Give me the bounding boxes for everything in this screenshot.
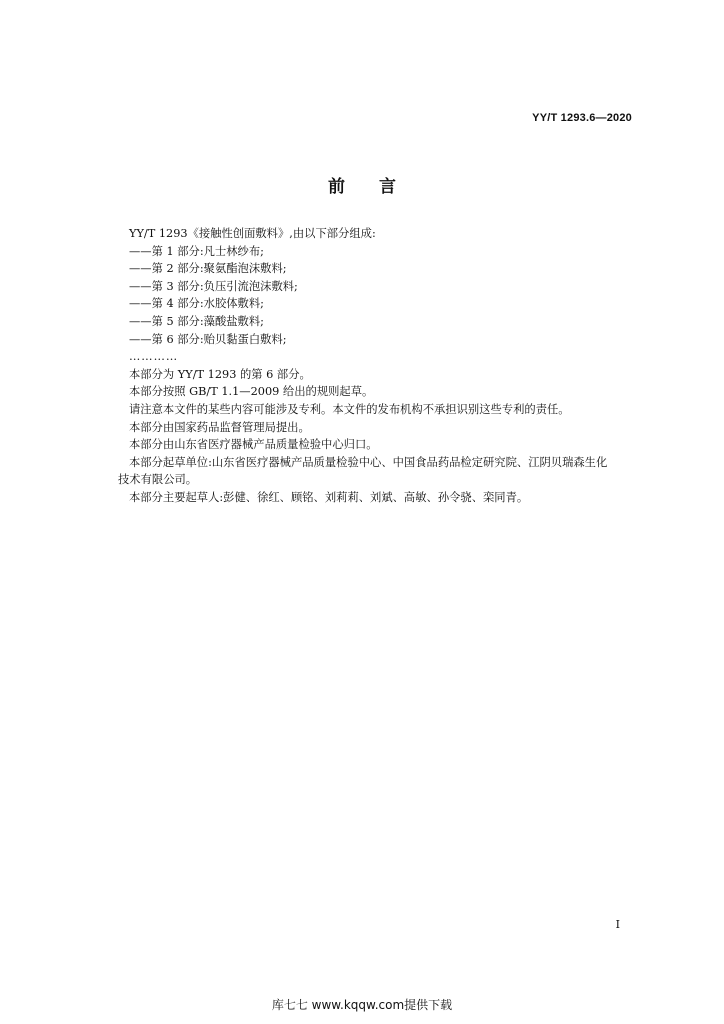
part-list-item: ——第 2 部分:聚氨酯泡沫敷料;: [129, 262, 287, 276]
part-list-item: ——第 3 部分:负压引流泡沫敷料;: [129, 279, 298, 293]
ellipsis-line: …………: [129, 350, 179, 364]
foreword-body: [118, 225, 636, 507]
standard-code: YY/T 1293.6—2020: [532, 112, 632, 124]
drafting-units-continuation: 技术有限公司。: [118, 473, 198, 487]
body-paragraph: 本部分由山东省医疗器械产品质量检验中心归口。: [129, 438, 378, 452]
drafting-units-line: 本部分起草单位:山东省医疗器械产品质量检验中心、中国食品药品检定研究院、江阴贝瑞森生化: [129, 455, 608, 469]
body-paragraph: 请注意本文件的某些内容可能涉及专利。本文件的发布机构不承担识别这些专利的责任。: [129, 402, 570, 416]
part-list-item: ——第 4 部分:水胶体敷料;: [129, 297, 264, 311]
body-paragraph: 本部分由国家药品监督管理局提出。: [129, 420, 310, 434]
download-footer: 库七七 www.kqqw.com提供下载: [271, 998, 453, 1012]
page-number: I: [615, 918, 620, 931]
body-paragraph: 本部分按照 GB/T 1.1—2009 给出的规则起草。: [129, 385, 374, 399]
intro-paragraph: YY/T 1293《接触性创面敷料》,由以下部分组成:: [129, 227, 376, 240]
part-list-item: ——第 1 部分:凡士林纱布;: [129, 244, 264, 258]
page-title: 前言: [328, 177, 430, 197]
part-list-item: ——第 5 部分:藻酸盐敷料;: [129, 314, 264, 328]
drafters-paragraph: 本部分主要起草人:彭健、徐红、顾铭、刘莉莉、刘斌、高敏、孙令骁、栾同青。: [129, 490, 529, 504]
part-list-item: ——第 6 部分:贻贝黏蛋白敷料;: [129, 332, 287, 346]
body-paragraph: 本部分为 YY/T 1293 的第 6 部分。: [129, 367, 311, 381]
